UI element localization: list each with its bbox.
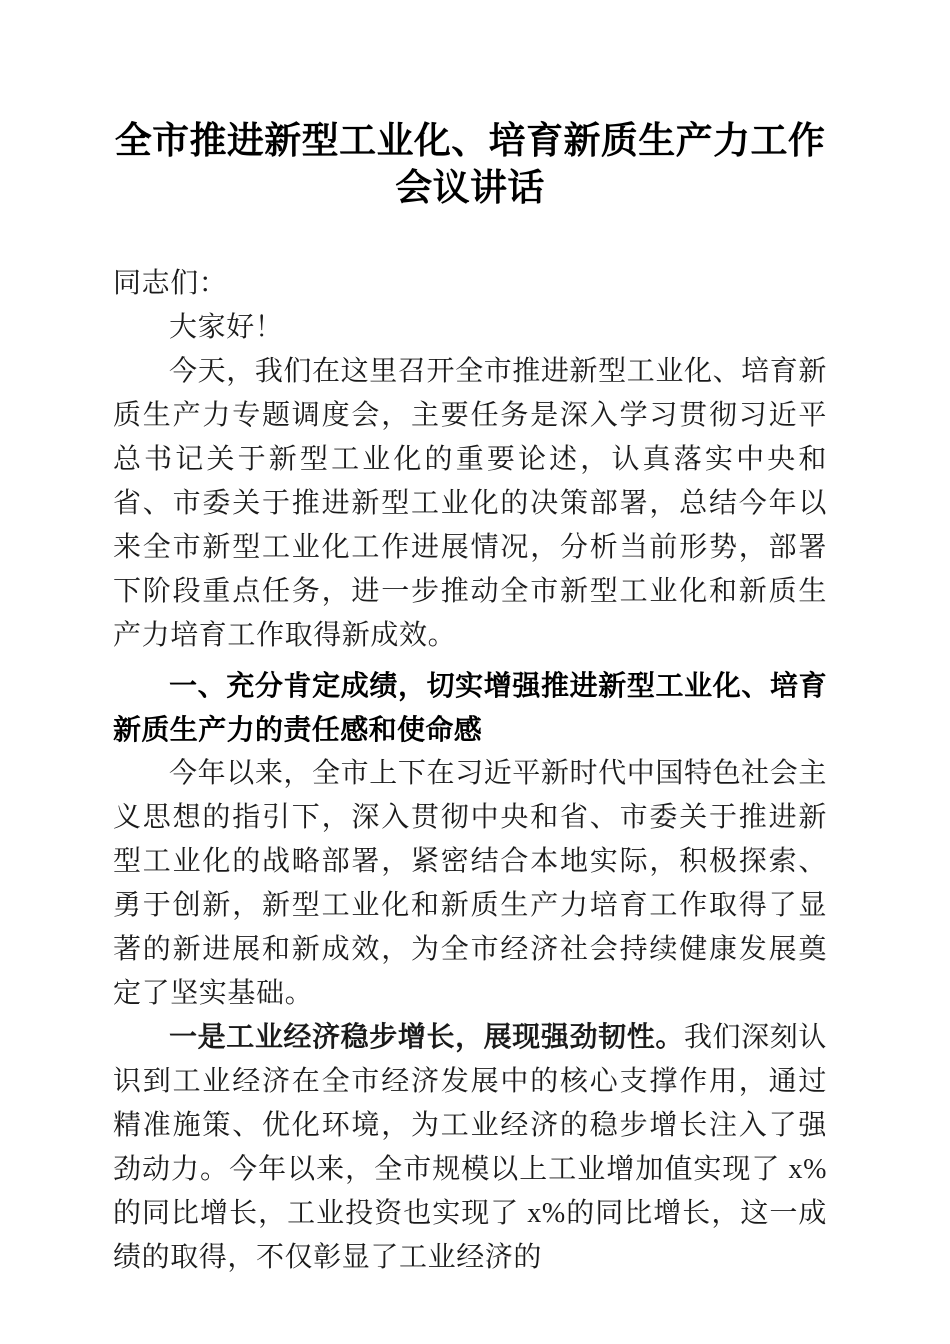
salutation: 同志们： [113, 268, 228, 299]
paragraph-point-one [113, 1016, 827, 1280]
paragraph-section-one-intro: 今年以来，全市上下在习近平新时代中国特色社会主义思想的指引下，深入贯彻中央和省、市委关于推进新型工业化的战略部署，紧密结合本地实际，积极探索、勇于创新，新型工业化和新质生产力培育工作取得了显著的新进展和新成效，为全市经济社会持续健康发展奠定了坚实基础。 [113, 758, 827, 1009]
page-title: 全市推进新型工业化、培育新质生产力工作会议讲话 [114, 121, 826, 209]
paragraph-opening: 今天，我们在这里召开全市推进新型工业化、培育新质生产力专题调度会，主要任务是深入学习贯彻习近平总书记关于新型工业化的重要论述，认真落实中央和省、市委关于推进新型工业化的决策部署，总结今年以来全市新型工业化工作进展情况，分析当前形势，部署下阶段重点任务，进一步推动全市新型工业化和新质生产力培育工作取得新成效。 [113, 356, 827, 651]
document-body [113, 0, 827, 1280]
greeting: 大家好！ [169, 312, 284, 343]
section-heading-one: 一、充分肯定成绩，切实增强推进新型工业化、培育新质生产力的责任感和使命感 [113, 670, 827, 745]
point-one-text: 我们深刻认识到工业经济在全市经济发展中的核心支撑作用，通过精准施策、优化环境，为工业经济的稳步增长注入了强劲动力。今年以来，全市规模以上工业增加值实现了 x%的同比增长，工业投资也实现了 x%的同比增长，这一成绩的取得，不仅彰显了工业经济的 [113, 1022, 827, 1273]
point-one-lead: 一是工业经济稳步增长，展现强劲韧性。 [169, 1022, 684, 1053]
